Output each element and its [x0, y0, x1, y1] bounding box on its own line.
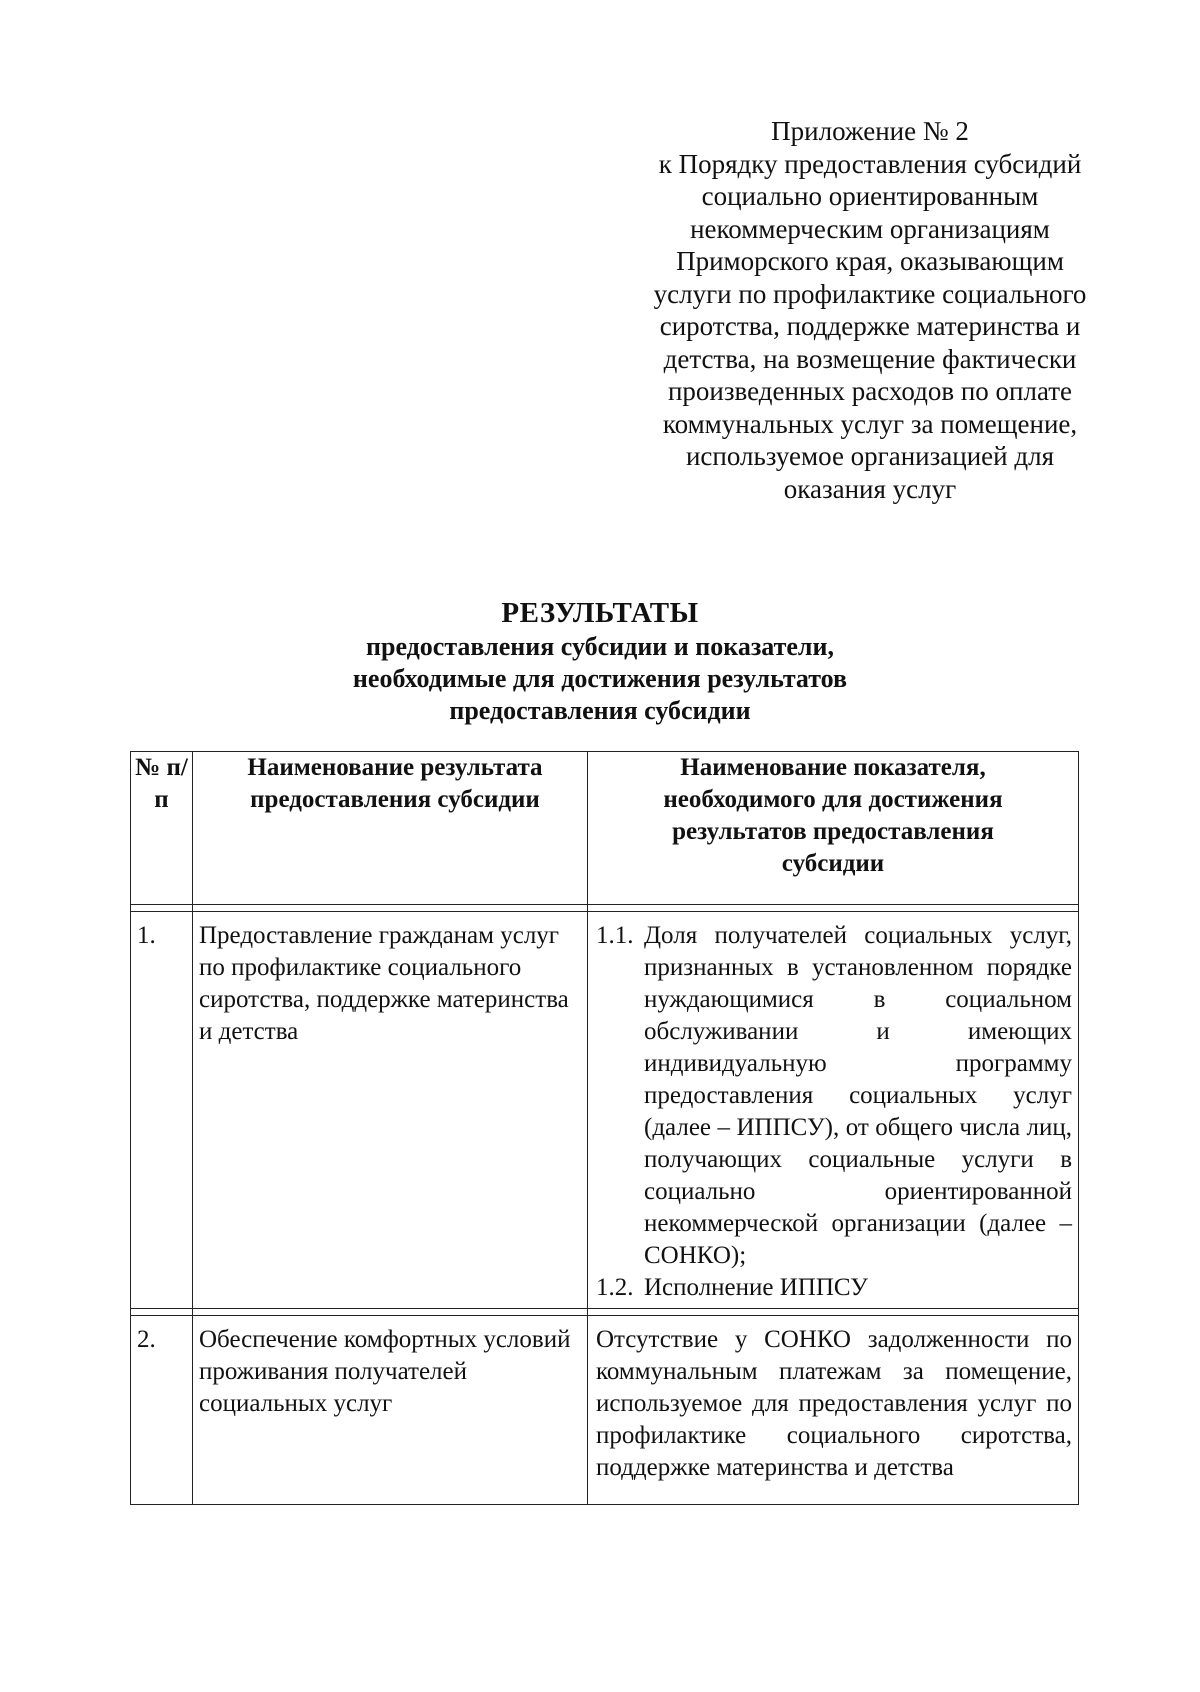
results-table	[130, 751, 1079, 1505]
title-main: РЕЗУЛЬТАТЫ	[501, 597, 699, 629]
appendix-line: услуги по профилактике социального	[653, 278, 1087, 309]
indicator-item	[596, 920, 1072, 1272]
appendix-line: некоммерческим организациям	[690, 213, 1050, 244]
indicator-text: Доля получателей социальных услуг, признанных в установленном порядке нуждающимися в социальном обслуживании и имеющих индивидуальную программу предоставления социальных услуг (далее – ИППСУ), от общего числа лиц, получающих социальные услуги в социально ориентированной некоммерческой организации (далее – СОНКО);	[644, 922, 1072, 1269]
header-result: Наименование результата предоставления субсидии	[193, 752, 588, 905]
document-title	[0, 595, 1200, 727]
row-number: 2.	[131, 1316, 193, 1505]
row-result: Предоставление гражданам услуг по профилактике социального сиротства, поддержке материнства и детства	[193, 912, 588, 1309]
table-divider	[131, 905, 1079, 912]
appendix-line: Приложение № 2	[771, 116, 969, 146]
indicator-number: 1.2.	[596, 1274, 634, 1301]
indicator-item	[596, 1272, 1072, 1304]
row-result: Обеспечение комфортных условий проживания получателей социальных услуг	[193, 1316, 588, 1505]
table-divider	[131, 1309, 1079, 1316]
row-indicator	[588, 912, 1079, 1309]
appendix-line: сиротства, поддержке материнства и	[659, 311, 1081, 341]
appendix-line: произведенных расходов по оплате	[667, 376, 1073, 406]
indicator-text: Исполнение ИППСУ	[644, 1274, 868, 1301]
table-row	[131, 912, 1079, 1309]
title-subline: предоставления субсидии	[449, 696, 751, 725]
appendix-line: Приморского края, оказывающим	[676, 246, 1064, 276]
appendix-line: оказания услуг	[783, 473, 957, 504]
row-indicator: Отсутствие у СОНКО задолженности по коммунальным платежам за помещение, используемое для предоставления услуг по профилактике социального сиротства, поддержке материнства и детства	[588, 1316, 1079, 1505]
row-number: 1.	[131, 912, 193, 1309]
header-indicator: Наименование показателя, необходимого для достижения результатов предоставления субсидии	[588, 752, 1079, 905]
title-subline: предоставления субсидии и показатели,	[366, 632, 834, 661]
appendix-block	[620, 115, 1120, 505]
table-row	[131, 1316, 1079, 1505]
appendix-line: детства, на возмещение фактически	[663, 343, 1077, 374]
appendix-line: социально ориентированным	[701, 181, 1039, 211]
title-subline: необходимые для достижения результатов	[352, 664, 848, 693]
indicator-number: 1.1.	[596, 922, 634, 949]
header-number: № п/п	[131, 752, 193, 905]
table-header-row	[131, 752, 1079, 905]
appendix-line: используемое организацией для	[685, 441, 1054, 471]
appendix-line: коммунальных услуг за помещение,	[662, 408, 1078, 439]
appendix-line: к Порядку предоставления субсидий	[658, 148, 1082, 179]
